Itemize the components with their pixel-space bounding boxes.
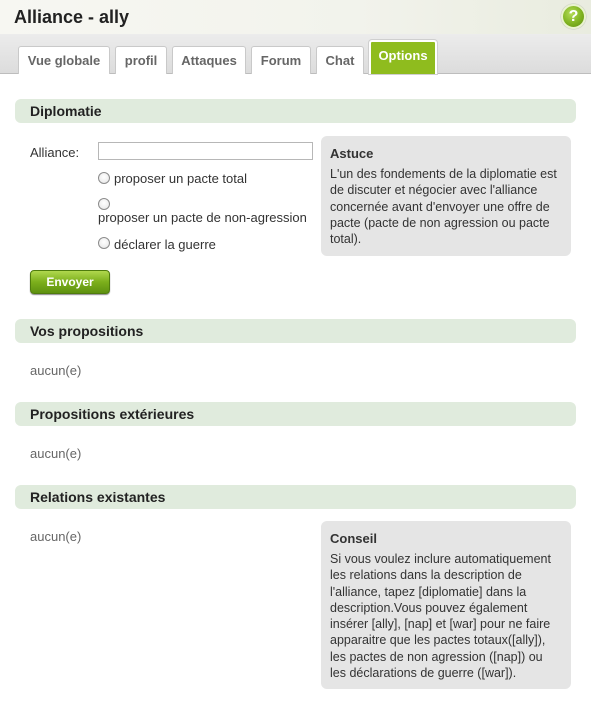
radio-pacte-total-label: proposer un pacte total (114, 171, 247, 186)
tip-box-astuce (321, 136, 571, 256)
tab-chat[interactable]: Chat (316, 46, 364, 74)
tab-profil[interactable]: profil (115, 46, 167, 74)
title-bar (0, 0, 591, 34)
tab-options[interactable]: Options (369, 40, 437, 74)
page-title: Alliance - ally (14, 7, 130, 27)
tab-vue-globale[interactable]: Vue globale (18, 46, 110, 74)
radio-non-agression-label: proposer un pacte de non-agression (98, 210, 307, 225)
alliance-label: Alliance: (30, 145, 80, 160)
tab-forum[interactable]: Forum (251, 46, 311, 74)
tip-box-conseil (321, 521, 571, 689)
alliance-input[interactable] (98, 142, 313, 160)
advice-title: Conseil (330, 531, 377, 546)
tip-text: L'un des fondements de la diplomatie est de discuter et négocier avec l'alliance concernée avant d'envoyer une offre de pacte (pacte de non agression ou pacte total). (330, 167, 557, 247)
radio-guerre-label: déclarer la guerre (114, 237, 216, 252)
radio-non-agression[interactable] (98, 198, 110, 210)
send-button[interactable]: Envoyer (30, 270, 110, 294)
section-header-diplomatie: Diplomatie (15, 99, 576, 123)
relations-empty: aucun(e) (30, 529, 82, 544)
tip-title: Astuce (330, 146, 374, 161)
advice-text: Si vous voulez inclure automatiquement les relations dans la description de l'alliance, tapez [diplomatie] dans la description.Vous pouvez également insérer [ally], [nap] et [war] pour ne faire apparaitre que les pactes totaux([ally]), les pactes de non agression ([nap]) ou les déclarations de guerre ([war]). (330, 552, 551, 681)
radio-guerre[interactable] (98, 237, 110, 249)
tab-bar (0, 34, 591, 74)
help-icon[interactable]: ? (561, 4, 586, 29)
own-proposals-empty: aucun(e) (30, 363, 82, 378)
section-header-propositions-exterieures: Propositions extérieures (15, 402, 576, 426)
section-header-vos-propositions: Vos propositions (15, 319, 576, 343)
external-proposals-empty: aucun(e) (30, 446, 82, 461)
radio-pacte-total[interactable] (98, 172, 110, 184)
tab-attaques[interactable]: Attaques (172, 46, 246, 74)
section-header-relations-existantes: Relations existantes (15, 485, 576, 509)
